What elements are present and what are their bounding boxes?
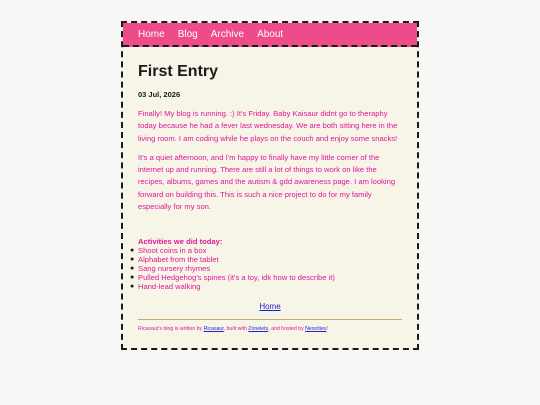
bullet-icon: ● bbox=[130, 247, 135, 255]
footer-text: , built with bbox=[223, 326, 249, 333]
divider bbox=[138, 319, 402, 320]
nav-about[interactable]: About bbox=[257, 28, 284, 40]
footer-text: Ricasaur's blog is written by bbox=[138, 326, 204, 333]
bullet-icon: ● bbox=[130, 256, 135, 264]
bullet-icon: ● bbox=[130, 265, 135, 273]
list-item bbox=[130, 255, 402, 265]
activities-list bbox=[130, 246, 402, 292]
post-paragraph: Finally! My blog is running. :) It's Friday. Baby Kaisaur didnt go to theraphy today because he had a fever last wednesday. We are both sitting here in the living room. I am coding while he plays on the couch and enjoy some snacks! bbox=[138, 109, 398, 143]
nav-archive[interactable]: Archive bbox=[210, 28, 245, 40]
post-title: First Entry bbox=[138, 63, 219, 80]
home-link[interactable]: Home bbox=[259, 302, 281, 312]
list-item-text: Alphabet from the tablet bbox=[138, 255, 219, 265]
bullet-icon: ● bbox=[130, 274, 135, 282]
footer-author-link[interactable]: Ricasaur bbox=[203, 326, 224, 333]
post-date: 03 Jul, 2026 bbox=[138, 90, 181, 99]
nav-home[interactable]: Home bbox=[138, 28, 165, 40]
list-item-text: Shoot coins in a box bbox=[138, 246, 207, 256]
list-item bbox=[130, 273, 402, 283]
nav-blog[interactable]: Blog bbox=[177, 28, 198, 40]
activities-heading: Activities we did today: bbox=[138, 237, 223, 247]
footer-text: , and hosted by bbox=[268, 326, 306, 333]
list-item-text: Pulled Hedgehog's spines (it's a toy, idk how to describe it) bbox=[138, 273, 335, 283]
home-link-row bbox=[138, 302, 402, 312]
bullet-icon: ● bbox=[130, 283, 135, 291]
list-item-text: Hand-lead walking bbox=[138, 282, 201, 292]
footer-text: ! bbox=[326, 326, 328, 333]
footer bbox=[138, 325, 402, 333]
post-paragraph: It's a quiet afternoon, and I'm happy to finally have my little corner of the internet up and running. There are still a lot of things to work on like the recipes, albums, games and the autism & gdd awareness page. I am looking forward on building this. This is such a nice project to do for my family especially for my son. bbox=[138, 152, 396, 212]
footer-builder-link[interactable]: Zonelets bbox=[248, 326, 269, 333]
post-content bbox=[123, 62, 417, 333]
list-item bbox=[130, 282, 402, 292]
top-nav bbox=[123, 23, 417, 47]
list-item bbox=[130, 264, 402, 274]
list-item bbox=[130, 246, 402, 256]
list-item-text: Sang nursery rhymes bbox=[138, 264, 211, 274]
blog-frame bbox=[121, 21, 419, 350]
footer-host-link[interactable]: Neocities bbox=[305, 326, 327, 333]
